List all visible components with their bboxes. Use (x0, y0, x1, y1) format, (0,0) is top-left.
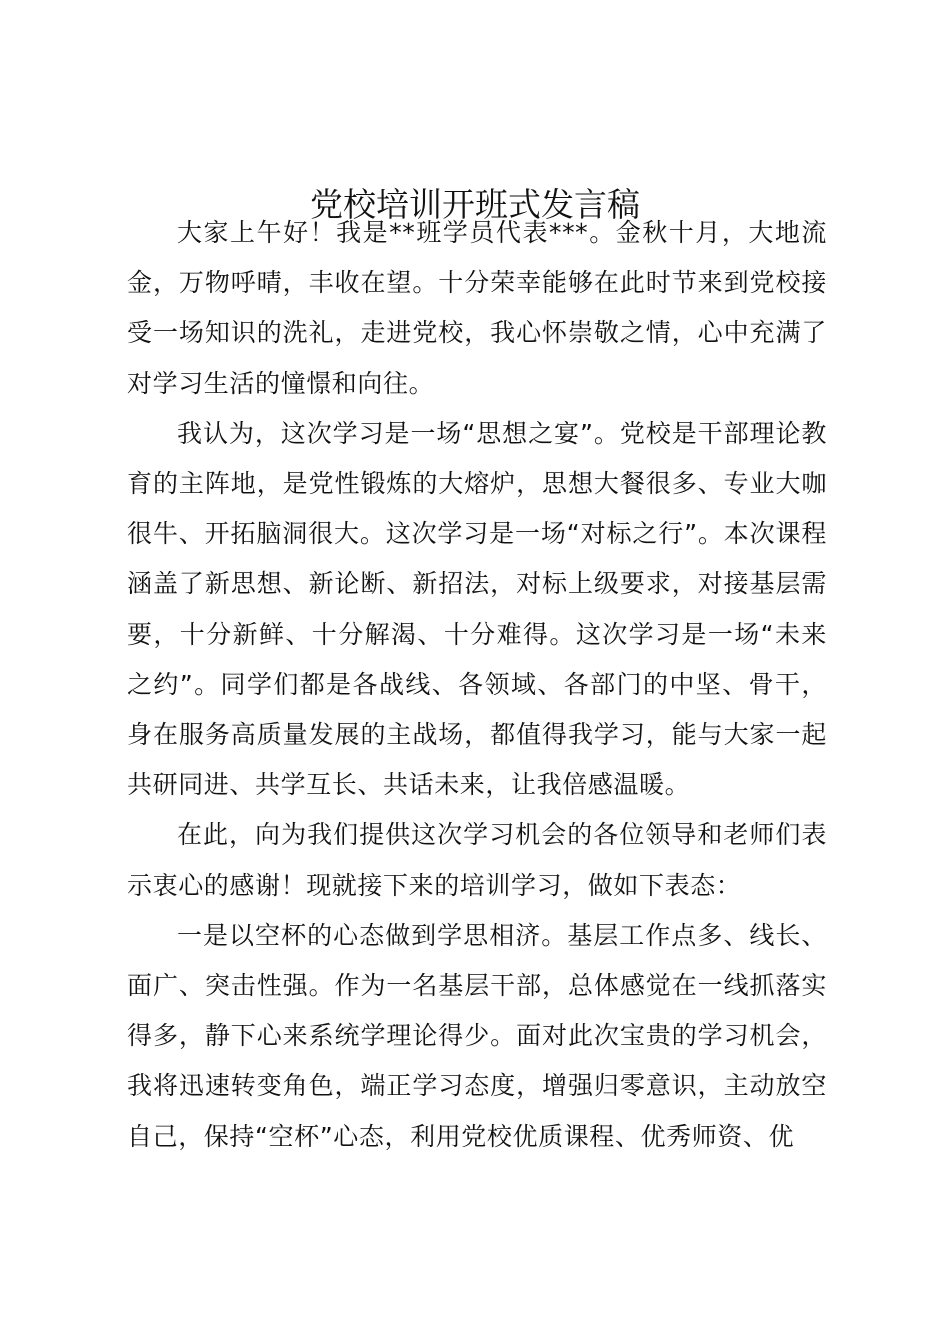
paragraph-commitment-one: 一是以空杯的心态做到学思相济。基层工作点多、线长、面广、突击性强。作为一名基层干部，总体感觉在一线抓落实得多，静下心来系统学理论得少。面对此次宝贵的学习机会，我将迅速转变角色，端正学习态度，增强归零意识，主动放空自己，保持“空杯”心态，利用党校优质课程、优秀师资、优 (127, 920, 827, 1151)
document-body (127, 208, 827, 1162)
paragraph-learning-views: 我认为，这次学习是一场“思想之宴”。党校是干部理论教育的主阵地，是党性锻炼的大熔炉，思想大餐很多、专业大咖很牛、开拓脑洞很大。这次学习是一场“对标之行”。本次课程涵盖了新思想、新论断、新招法，对标上级要求，对接基层需要，十分新鲜、十分解渴、十分难得。这次学习是一场“未来之约”。同学们都是各战线、各领域、各部门的中坚、骨干，身在服务高质量发展的主战场，都值得我学习，能与大家一起共研同进、共学互长、共话未来，让我倍感温暖。 (127, 418, 827, 800)
document-title: 党校培训开班式发言稿 (310, 185, 640, 224)
paragraph-thanks: 在此，向为我们提供这次学习机会的各位领导和老师们表示衷心的感谢！现就接下来的培训学习，做如下表态： (127, 820, 827, 900)
paragraph-greeting: 大家上午好！我是**班学员代表***。金秋十月，大地流金，万物呼晴，丰收在望。十分荣幸能够在此时节来到党校接受一场知识的洗礼，走进党校，我心怀崇敬之情，心中充满了对学习生活的憧憬和向往。 (127, 218, 827, 398)
